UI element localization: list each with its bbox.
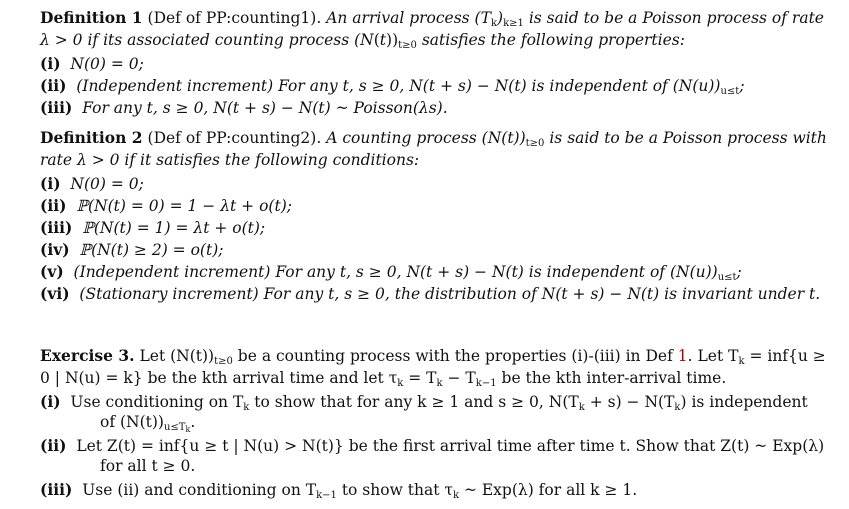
def1-label: Definition 1 xyxy=(40,8,143,27)
def2-item-ii-label: (ii) xyxy=(40,196,67,215)
ex3-l2-sub2: k xyxy=(436,378,443,389)
ex3-l2-sub3: k−1 xyxy=(475,378,497,389)
def1-l2-c: ( xyxy=(373,31,380,49)
ex3-item-i xyxy=(40,392,808,412)
def2-item-v-sub: u≤t xyxy=(717,272,737,283)
def2-label: Definition 2 xyxy=(40,128,143,147)
def1-l2-b: N xyxy=(360,31,374,49)
def2-item-iii xyxy=(40,218,265,238)
ex3-item-iii-c: ~ Exp(λ) for all k ≥ 1. xyxy=(459,481,638,499)
def-1-reference-link[interactable]: 1 xyxy=(677,347,688,365)
def2-item-i-label: (i) xyxy=(40,174,61,193)
def1-text-a: An arrival process ( xyxy=(326,9,481,27)
def1-sub-kge1: k≥1 xyxy=(503,18,524,29)
def2-item-v-end: ; xyxy=(736,263,742,281)
ex3-label: Exercise 3. xyxy=(40,346,135,365)
ex3-l1-c: . Let T xyxy=(687,347,739,365)
def1-text-f: is said to be a Poisson process of rate xyxy=(523,9,824,27)
def2-l1-a: A counting process (N(t)) xyxy=(326,129,526,147)
ex3-item-ii-label: (ii) xyxy=(40,436,67,455)
def2-item-iv-text: ℙ(N(t) ≥ 2) = o(t); xyxy=(79,241,224,259)
ex3-item-i-label: (i) xyxy=(40,392,61,411)
def1-item-i-text: N(0) = 0; xyxy=(70,55,144,73)
ex3-l1-sub2: k xyxy=(738,356,745,367)
ex3-item-i-a: Use conditioning on T xyxy=(70,393,244,411)
def1-l2-d: t xyxy=(379,31,387,49)
ex3-l1-sub: t≥0 xyxy=(214,356,233,367)
def2-tag: (Def of PP:counting2). xyxy=(147,129,322,147)
def2-item-ii xyxy=(40,196,292,216)
def1-item-ii xyxy=(40,76,745,96)
def2-l1-sub: t≥0 xyxy=(525,138,545,149)
ex3-line-2 xyxy=(40,368,726,388)
ex3-l2-b: = T xyxy=(403,369,437,387)
ex3-item-i-cont-subsub: k xyxy=(185,425,191,434)
ex3-item-ii-text: Let Z(t) = inf{u ≥ t | N(u) > N(t)} be the first arrival time after time t. Show that Z(t) ~ Exp(λ) xyxy=(76,437,825,455)
def2-item-v-text: (Independent increment) For any t, s ≥ 0, N(t + s) − N(t) is independent of (N(u)) xyxy=(73,263,718,281)
def1-item-iii xyxy=(40,98,448,118)
def1-line-2 xyxy=(40,30,685,50)
def1-l2-a: λ > 0 if its associated counting process ( xyxy=(40,31,361,49)
ex3-item-i-sub2: k xyxy=(578,402,585,413)
ex3-l1-b: be a counting process with the properties (i)-(iii) in Def xyxy=(232,347,678,365)
ex3-item-ii-cont-text: for all t ≥ 0. xyxy=(100,457,196,475)
def2-line-2 xyxy=(40,150,419,170)
def1-item-i xyxy=(40,54,144,74)
def2-item-vi-text: (Stationary increment) For any t, s ≥ 0, the distribution of N(t + s) − N(t) is invariant under t. xyxy=(79,285,821,303)
ex3-item-iii-label: (iii) xyxy=(40,480,73,499)
def2-item-vi xyxy=(40,284,820,304)
ex3-item-i-d: ) is independent xyxy=(680,393,808,411)
def1-item-ii-end: ; xyxy=(739,77,745,95)
def1-item-ii-sub: u≤t xyxy=(720,86,740,97)
def1-text-d: ) xyxy=(497,9,504,27)
def1-item-ii-text: (Independent increment) For any t, s ≥ 0, N(t + s) − N(t) is independent of (N(u)) xyxy=(76,77,721,95)
ex3-l1-d: = inf{u ≥ xyxy=(744,347,826,365)
ex3-item-iii-b: to show that τ xyxy=(336,481,453,499)
def2-item-i-text: N(0) = 0; xyxy=(70,175,144,193)
def1-item-iii-text: For any t, s ≥ 0, N(t + s) − N(t) ~ Poisson(λs). xyxy=(82,99,448,117)
ex3-l2-sub: k xyxy=(397,378,404,389)
ex3-item-iii-a: Use (ii) and conditioning on T xyxy=(82,481,317,499)
def2-item-iv-label: (iv) xyxy=(40,240,70,259)
def1-item-i-label: (i) xyxy=(40,54,61,73)
ex3-item-i-cont-a: of (N(t)) xyxy=(100,413,164,431)
ex3-item-ii xyxy=(40,436,824,456)
def2-l1-b: is said to be a Poisson process with xyxy=(544,129,827,147)
ex3-item-i-c: + s) − N(T xyxy=(584,393,675,411)
def1-text-b: T xyxy=(480,9,491,27)
ex3-item-i-b: to show that for any k ≥ 1 and s ≥ 0, N(T xyxy=(249,393,579,411)
def2-item-iii-text: ℙ(N(t) = 1) = λt + o(t); xyxy=(82,219,266,237)
ex3-item-iii-sub2: k xyxy=(452,490,460,501)
ex3-item-iii xyxy=(40,480,637,500)
ex3-item-iii-sub: k−1 xyxy=(316,490,337,501)
def1-item-iii-label: (iii) xyxy=(40,98,73,117)
ex3-item-i-cont-b: . xyxy=(190,413,196,431)
def2-item-vi-label: (vi) xyxy=(40,284,70,303)
def1-line-1 xyxy=(40,8,824,28)
def1-l2-sub: t≥0 xyxy=(398,40,417,51)
def2-item-i xyxy=(40,174,144,194)
def2-item-v xyxy=(40,262,742,282)
ex3-l2-a: 0 | N(u) = k} be the kth arrival time and let τ xyxy=(40,369,398,387)
def1-item-ii-label: (ii) xyxy=(40,76,67,95)
def2-item-v-label: (v) xyxy=(40,262,64,281)
ex3-item-i-sub3: k xyxy=(674,402,681,413)
ex3-line-1 xyxy=(40,346,826,366)
def1-l2-e: )) xyxy=(386,31,399,49)
ex3-l2-c: − T xyxy=(442,369,476,387)
def2-item-iii-label: (iii) xyxy=(40,218,73,237)
def1-l2-g: satisfies the following properties: xyxy=(416,31,685,49)
ex3-item-i-cont xyxy=(100,412,195,432)
ex3-item-i-sub: k xyxy=(243,402,250,413)
ex3-l1-a: Let (N(t)) xyxy=(134,347,215,365)
ex3-item-i-cont-sub: u≤T xyxy=(163,422,186,433)
def2-l2: rate λ > 0 if it satisfies the following conditions: xyxy=(40,151,420,169)
ex3-item-ii-cont xyxy=(100,456,195,476)
def1-sub-k: k xyxy=(490,18,498,29)
def2-line-1 xyxy=(40,128,827,148)
def2-item-iv xyxy=(40,240,223,260)
def1-tag: (Def of PP:counting1). xyxy=(147,9,322,27)
ex3-l2-d: be the kth inter-arrival time. xyxy=(496,369,727,387)
def2-item-ii-text: ℙ(N(t) = 0) = 1 − λt + o(t); xyxy=(76,197,292,215)
